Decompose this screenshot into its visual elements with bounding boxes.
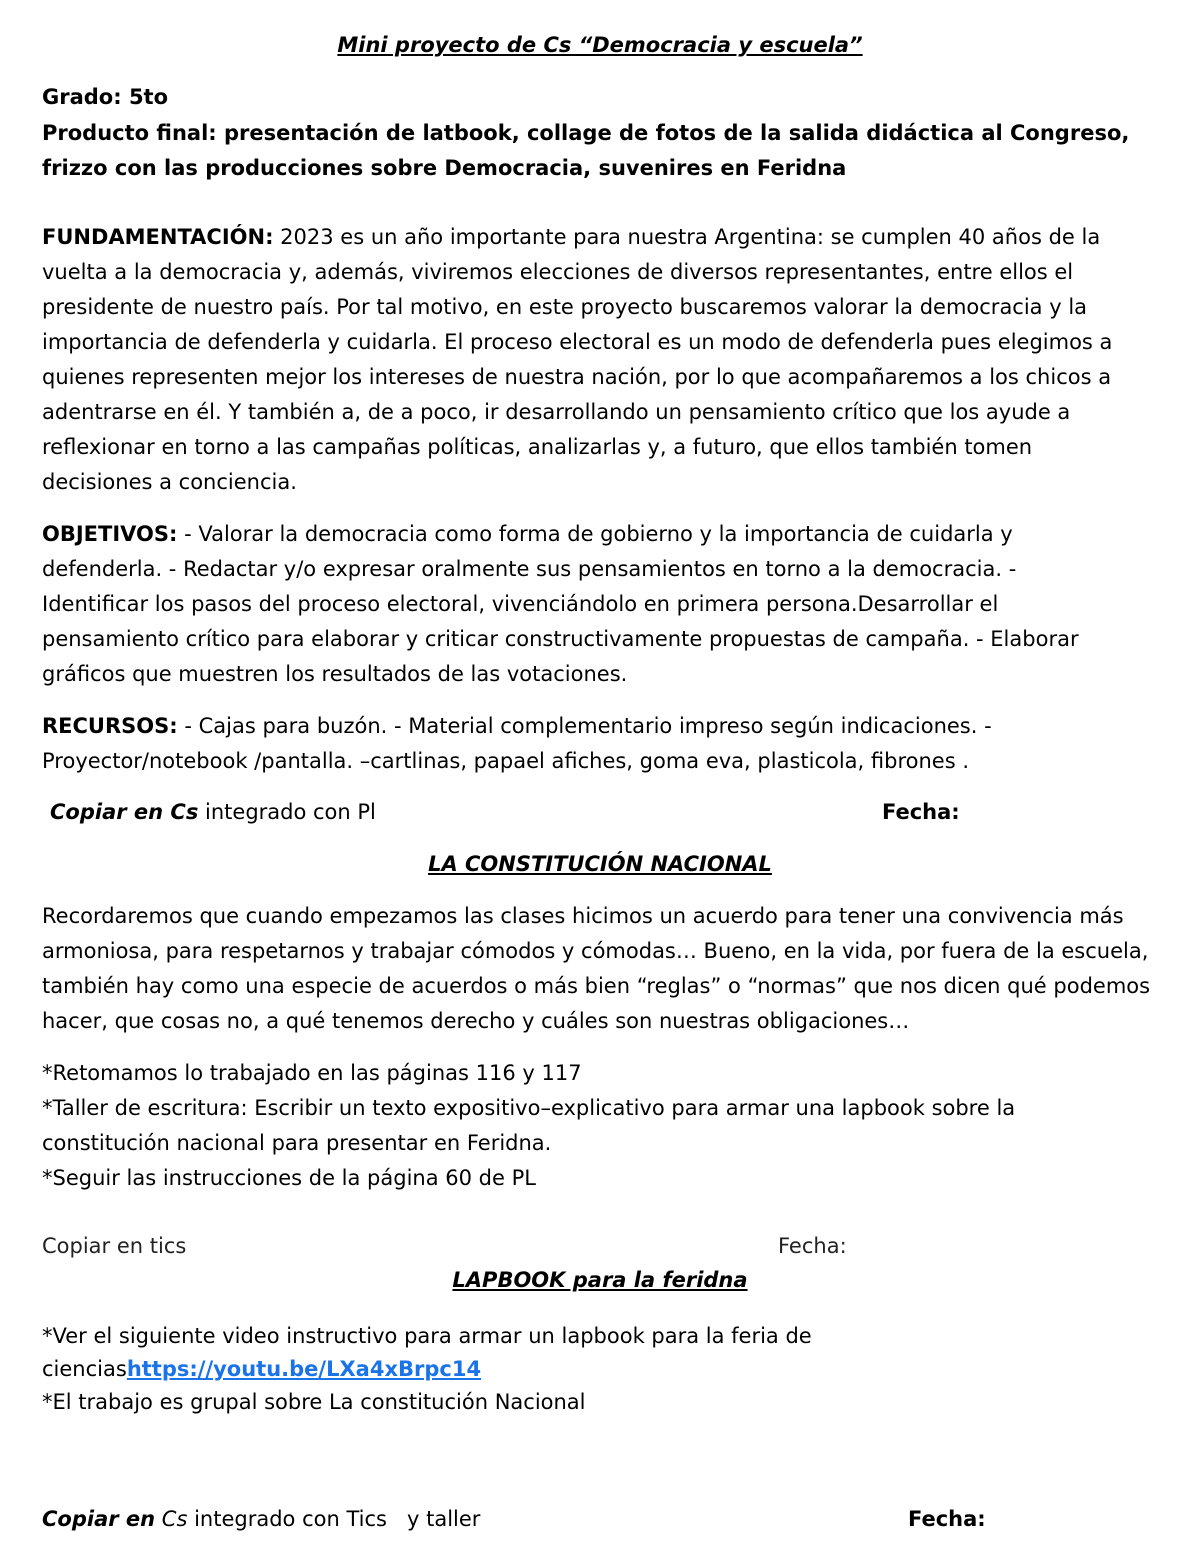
grado-line — [42, 80, 1162, 115]
list-item: constitución nacional para presentar en Feridna. — [42, 1131, 552, 1155]
producto-line-1 — [42, 116, 1162, 151]
copiar-cs-line — [50, 800, 376, 824]
grado-label: Grado: — [42, 85, 122, 109]
copiar-cs-tics-line — [42, 1507, 480, 1531]
objetivos-line — [42, 517, 1162, 552]
objetivos-line: gráficos que muestren los resultados de las votaciones. — [42, 662, 628, 686]
objetivos-section — [42, 517, 1162, 692]
list-item: *Seguir las instrucciones de la página 60 de PL — [42, 1166, 536, 1190]
objetivos-text: - Valorar la democracia como forma de gobierno y la importancia de cuidarla y — [184, 522, 1013, 546]
paragraph-line: hacer, que cosas no, a qué tenemos derecho y cuáles son nuestras obligaciones… — [42, 1009, 910, 1033]
copiar-rest: integrado con Pl — [205, 800, 376, 824]
lapbook-block — [42, 1320, 1162, 1419]
producto-label: Producto final: — [42, 121, 217, 145]
fundamentacion-line: quienes representen mejor los intereses de nuestra nación, por lo que acompañaremos a los chicos a — [42, 365, 1112, 389]
producto-line-2: frizzo con las producciones sobre Democracia, suvenires en Feridna — [42, 156, 847, 180]
producto-text-1: presentación de latbook, collage de fotos de la salida didáctica al Congreso, — [223, 121, 1130, 145]
paragraph-line: Recordaremos que cuando empezamos las clases hicimos un acuerdo para tener una convivencia más — [42, 904, 1124, 928]
fundamentacion-line: importancia de defenderla y cuidarla. El proceso electoral es un modo de defenderla pues elegimos a — [42, 330, 1113, 354]
fecha-label: Fecha: — [908, 1507, 986, 1531]
objetivos-line: pensamiento crítico para elaborar y criticar constructivamente propuestas de campaña. - Elaborar — [42, 627, 1079, 651]
list-item: *Retomamos lo trabajado en las páginas 116 y 117 — [42, 1061, 582, 1085]
fundamentacion-line: vuelta a la democracia y, además, viviremos elecciones de diversos representantes, entre ellos el — [42, 260, 1074, 284]
recursos-label: RECURSOS: — [42, 714, 178, 738]
objetivos-label: OBJETIVOS: — [42, 522, 178, 546]
list-item: *Taller de escritura: Escribir un texto expositivo–explicativo para armar una lapbook sobre la — [42, 1096, 1016, 1120]
fecha-label: Fecha: — [882, 800, 960, 824]
copiar-rest: integrado con Tics y taller — [194, 1507, 481, 1531]
lapbook-line: *Ver el siguiente video instructivo para armar un lapbook para la feria de — [42, 1324, 812, 1348]
paragraph-line: también hay como una especie de acuerdos o más bien “reglas” o “normas” que nos dicen qué podemos — [42, 974, 1151, 998]
fundamentacion-line: reflexionar en torno a las campañas políticas, analizarlas y, a futuro, que ellos también tomen — [42, 435, 1033, 459]
recursos-section — [42, 709, 1162, 779]
paragraph-line: armoniosa, para respetarnos y trabajar cómodos y cómodas… Bueno, en la vida, por fuera de la escuela, — [42, 939, 1149, 963]
copiar-cs: Cs — [161, 1507, 188, 1531]
objetivos-line: defenderla. - Redactar y/o expresar oralmente sus pensamientos en torno a la democracia. - — [42, 557, 1017, 581]
lapbook-title: LAPBOOK para la feridna — [452, 1268, 748, 1292]
constitucion-items — [42, 1056, 1162, 1196]
document-title: Mini proyecto de Cs “Democracia y escuela” — [337, 33, 863, 57]
fecha-label: Fecha: — [778, 1234, 847, 1258]
copiar-tics-label: Copiar en tics — [42, 1234, 187, 1258]
recursos-line: Proyector/notebook /pantalla. –cartlinas, papael afiches, goma eva, plasticola, fibrones . — [42, 749, 969, 773]
lapbook-line: *El trabajo es grupal sobre La constitución Nacional — [42, 1390, 586, 1414]
constitucion-title: LA CONSTITUCIÓN NACIONAL — [428, 852, 772, 876]
fundamentacion-text: 2023 es un año importante para nuestra Argentina: se cumplen 40 años de la — [280, 225, 1101, 249]
constitucion-paragraph — [42, 899, 1162, 1039]
recursos-line — [42, 709, 1162, 744]
objetivos-line: Identificar los pasos del proceso electoral, vivenciándolo en primera persona.Desarrollar el — [42, 592, 999, 616]
fundamentacion-line: presidente de nuestro país. Por tal motivo, en este proyecto buscaremos valorar la democracia y la — [42, 295, 1088, 319]
fundamentacion-section — [42, 220, 1162, 500]
fundamentacion-line: decisiones a conciencia. — [42, 470, 297, 494]
lapbook-line2-prefix: ciencias — [42, 1357, 127, 1381]
copiar-label: Copiar en Cs — [50, 800, 199, 824]
recursos-text: - Cajas para buzón. - Material complementario impreso según indicaciones. - — [184, 714, 992, 738]
fundamentacion-label: FUNDAMENTACIÓN: — [42, 225, 274, 249]
fundamentacion-line: adentrarse en él. Y también a, de a poco, ir desarrollando un pensamiento crítico que los ayude a — [42, 400, 1071, 424]
fundamentacion-line — [42, 220, 1162, 255]
grado-value: 5to — [128, 85, 169, 109]
producto-block — [42, 116, 1162, 186]
lapbook-line — [42, 1353, 1162, 1386]
video-link[interactable]: https://youtu.be/LXa4xBrpc14 — [126, 1357, 482, 1381]
copiar-label: Copiar en — [42, 1507, 156, 1531]
